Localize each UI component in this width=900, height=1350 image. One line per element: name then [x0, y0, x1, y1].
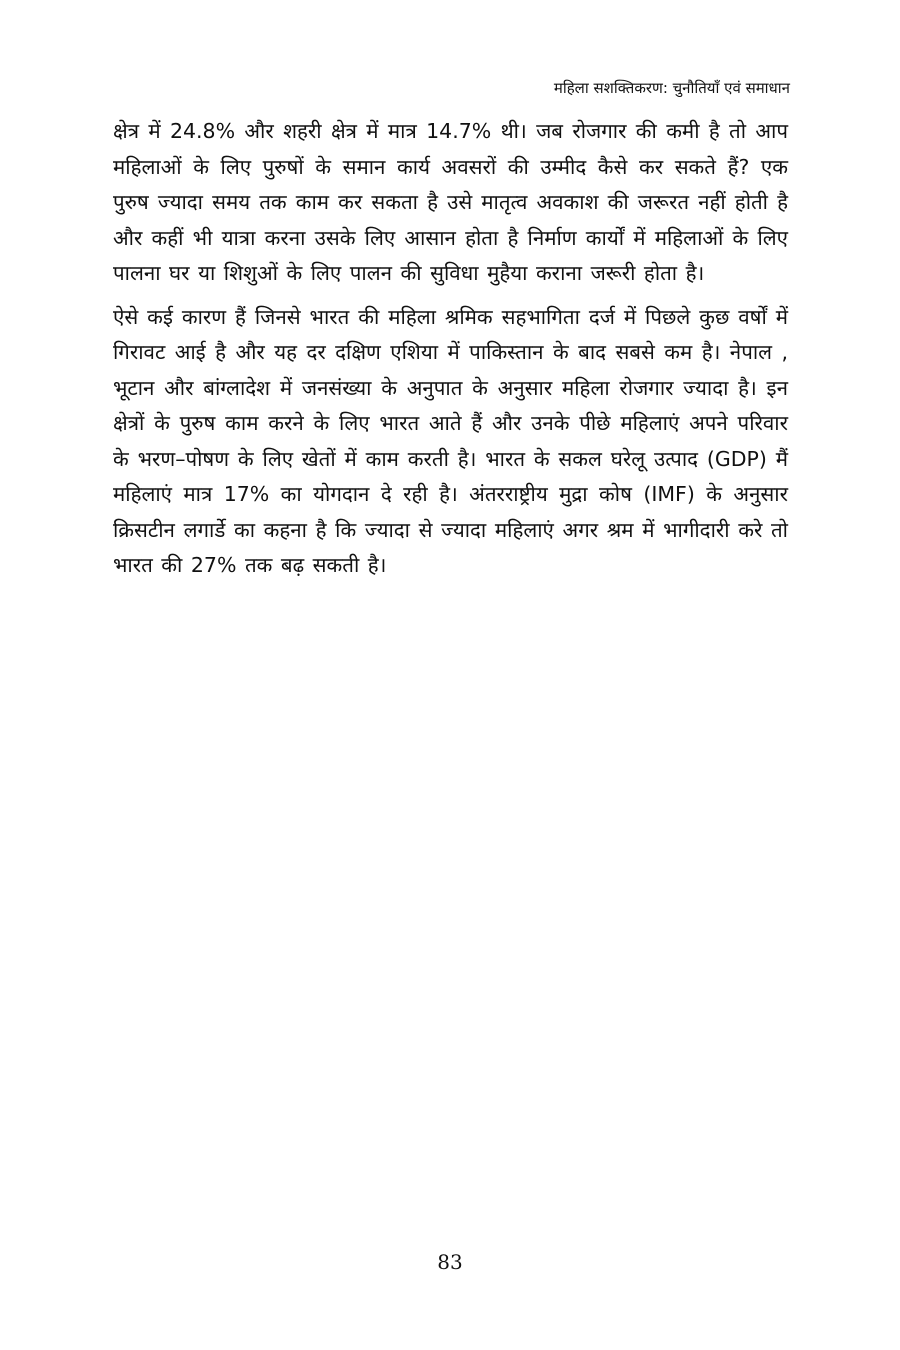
running-header: महिला सशक्तिकरण: चुनौतियाँ एवं समाधान	[553, 79, 790, 97]
body-paragraph-1: क्षेत्र में 24.8% और शहरी क्षेत्र में मात्र 14.7% थी। जब रोजगार की कमी है तो आप महिलाओं के लिए पुरुषों के समान कार्य अवसरों की उम्मीद कैसे कर सकते हैं? एक पुरुष ज्यादा समय तक काम कर सकता है उसे मातृत्व अवकाश की जरूरत नहीं होती है और कहीं भी यात्रा करना उसके लिए आसान होता है निर्माण कार्यों में महिलाओं के लिए पालना घर या शिशुओं के लिए पालन की सुविधा मुहैया कराना जरूरी होता है।	[113, 119, 788, 285]
body-paragraph-2: ऐसे कई कारण हैं जिनसे भारत की महिला श्रमिक सहभागिता दर्ज में पिछले कुछ वर्षों में गिरावट आई है और यह दर दक्षिण एशिया में पाकिस्तान के बाद सबसे कम है। नेपाल , भूटान और बांग्लादेश में जनसंख्या के अनुपात के अनुसार महिला रोजगार ज्यादा है। इन क्षेत्रों के पुरुष काम करने के लिए भारत आते हैं और उनके पीछे महिलाएं अपने परिवार के भरण–पोषण के लिए खेतों में काम करती है। भारत के सकल घरेलू उत्पाद (GDP) मैं महिलाएं मात्र 17% का योगदान दे रही है। अंतरराष्ट्रीय मुद्रा कोष (IMF) के अनुसार क्रिसटीन लगार्डे का कहना है कि ज्यादा से ज्यादा महिलाएं अगर श्रम में भागीदारी करे तो भारत की 27% तक बढ़ सकती है।	[113, 304, 788, 577]
page-body	[113, 114, 788, 592]
page-number: 83	[437, 1250, 463, 1274]
